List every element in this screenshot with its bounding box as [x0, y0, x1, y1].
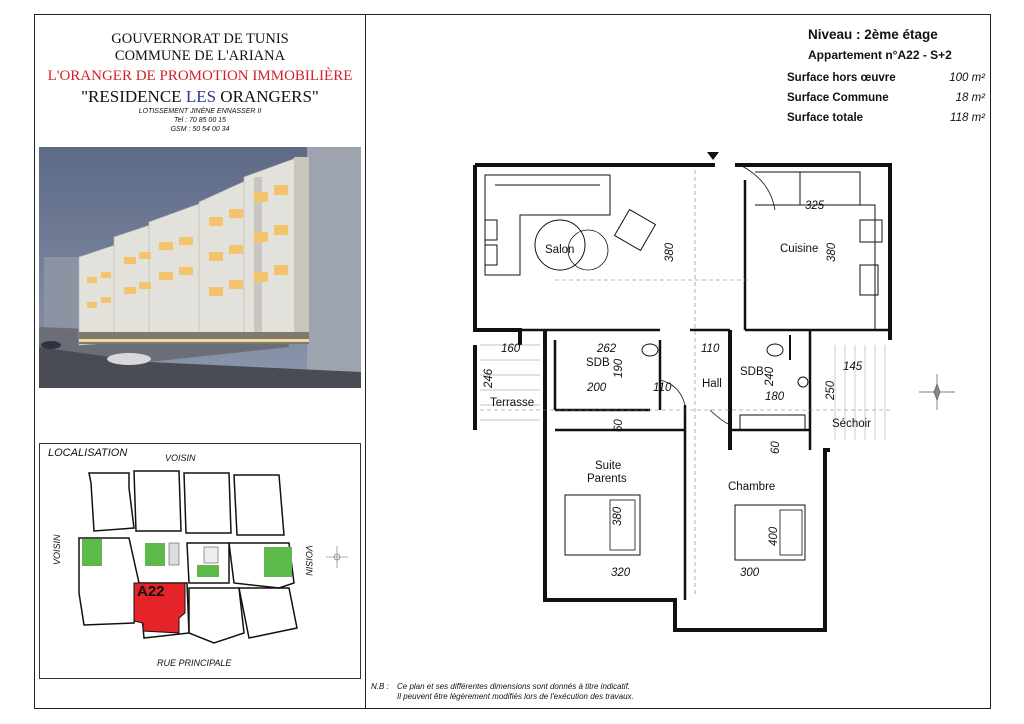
dimension-label: 180 — [765, 391, 785, 403]
surface-row-value: 118 m² — [950, 112, 985, 124]
room-salon: Salon — [545, 244, 575, 256]
dimension-label: 60 — [613, 419, 625, 432]
dimension-label: 60 — [770, 441, 782, 454]
voisin-top-label: VOISIN — [165, 453, 196, 463]
green-area — [82, 539, 102, 566]
surface-row-value: 18 m² — [955, 92, 985, 104]
room-sdb-2: SDB — [740, 366, 764, 378]
room-chambre: Chambre — [728, 481, 776, 493]
dimension-label: 110 — [653, 382, 672, 394]
dimension-label: 200 — [587, 382, 607, 394]
disclaimer-label: N.B : — [371, 682, 389, 691]
residence-name: "RESIDENCE LES ORANGERS" — [81, 87, 319, 106]
dimension-label: 246 — [483, 368, 495, 388]
surface-row-value: 100 m² — [949, 72, 985, 84]
panel-divider — [365, 14, 366, 709]
voisin-left-label: VOISIN — [52, 534, 62, 565]
dimension-label: 380 — [826, 242, 838, 262]
surface-row-label: Surface totale — [787, 112, 864, 124]
surface-row-label: Surface Commune — [787, 92, 889, 104]
voisin-right-label: VOISIN — [304, 545, 314, 576]
gsm-text: GSM : 50 54 00 34 — [170, 126, 230, 133]
room-hall: Hall — [702, 378, 722, 390]
disclaimer-line-1: Ce plan et ses différentes dimensions sont donnés à titre indicatif. — [397, 682, 631, 691]
room-suite: Suite — [595, 460, 622, 472]
rue-principale-label: RUE PRINCIPALE — [157, 658, 232, 668]
floor-plan — [460, 150, 930, 640]
dimension-label: 110 — [701, 343, 720, 355]
dimension-label: 190 — [613, 358, 625, 378]
dimension-label: 145 — [843, 361, 863, 373]
niveau-label: Niveau : 2ème étage — [808, 27, 938, 42]
dimension-label: 400 — [768, 526, 780, 546]
disclaimer-note — [371, 682, 634, 702]
dimension-label: 325 — [805, 200, 825, 212]
room-parents: Parents — [587, 473, 627, 485]
surface-row-label: Surface hors œuvre — [787, 72, 896, 84]
building-photo — [39, 147, 361, 388]
disclaimer-line-2: Il peuvent être légèrement modifiés lors de l'exécution des travaux. — [397, 692, 634, 701]
dimension-label: 380 — [612, 506, 624, 526]
promoter-name: L'ORANGER DE PROMOTION IMMOBILIÈRE — [47, 68, 353, 84]
dimension-label: 160 — [501, 343, 521, 355]
unit-label: A22 — [137, 583, 165, 600]
lot-text: LOTISSEMENT JINÈNE ENNASSER II — [138, 108, 262, 115]
room-cuisine: Cuisine — [780, 243, 819, 255]
room-sdb-1: SDB — [586, 357, 610, 369]
dimension-label: 380 — [664, 242, 676, 262]
dimension-label: 300 — [740, 567, 760, 579]
room-sechoir: Séchoir — [832, 418, 871, 430]
header-block — [36, 31, 364, 134]
header-line-2: COMMUNE DE L'ARIANA — [114, 48, 286, 64]
appartement-label: Appartement n°A22 - S+2 — [808, 48, 952, 62]
header-line-1: GOUVERNORAT DE TUNIS — [111, 31, 289, 47]
localisation-title: LOCALISATION — [48, 447, 128, 459]
dimension-label: 262 — [597, 343, 617, 355]
dimension-label: 320 — [611, 567, 631, 579]
dimension-label: 250 — [825, 380, 837, 400]
tel-text: Tel : 70 85 00 15 — [174, 117, 226, 124]
compass-icon — [917, 372, 957, 412]
room-terrasse: Terrasse — [490, 397, 535, 409]
site-plan — [39, 443, 361, 679]
dimension-label: 240 — [764, 366, 776, 386]
